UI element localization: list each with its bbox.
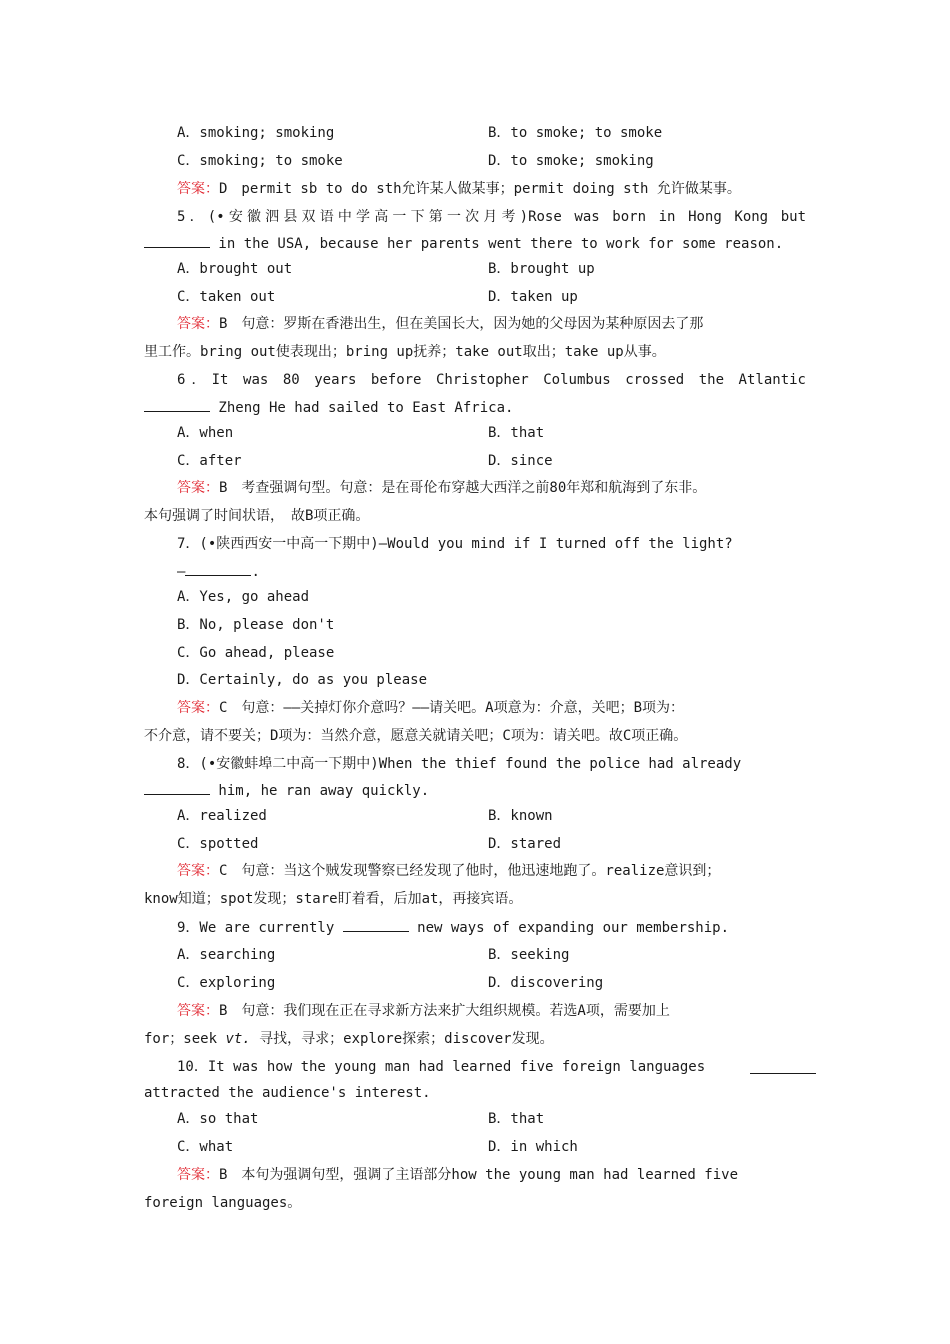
answer-label: 答案： — [177, 1003, 219, 1019]
answer-label: 答案： — [177, 316, 219, 332]
answer-label: 答案： — [177, 700, 219, 716]
question-stem: 8．(•安徽蚌埠二中高一下期中)When the thief found the police had already — [177, 756, 742, 772]
option-b: B．that — [488, 1111, 545, 1127]
stem-text: Zheng He had sailed to East Africa. — [210, 400, 514, 416]
answer-cont: know知道；spot发现；stare盯着看，后加at，再接宾语。 — [144, 891, 523, 907]
answer-cont: 不介意，请不要关；D项为：当然介意，愿意关就请关吧；C项为：请关吧。故C项正确。 — [144, 728, 688, 744]
answer-text: C 句意：当这个贼发现警察已经发现了他时，他迅速地跑了。realize意识到； — [219, 863, 721, 879]
question-stem-cont — [144, 780, 816, 801]
option-d: D．stared — [488, 836, 562, 852]
answer-line — [177, 478, 849, 498]
answer-line — [177, 314, 849, 334]
question-stem-cont — [144, 233, 816, 254]
option-d: D．taken up — [488, 289, 578, 305]
answer-cont — [144, 1029, 816, 1049]
option-a: A．searching — [177, 947, 276, 963]
option-a: A．realized — [177, 808, 267, 824]
option-b: B．No, please don't — [177, 617, 335, 633]
stem-text: 9．We are currently — [177, 920, 343, 936]
answer-text: B 句意：罗斯在香港出生，但在美国长大，因为她的父母因为某种原因去了那 — [219, 316, 704, 332]
stem-text: new ways of expanding our membership. — [408, 920, 730, 936]
stem-text: in the USA, because her parents went there to work for some reason. — [210, 236, 784, 252]
question-stem-cont — [177, 561, 849, 582]
question-stem: 5．(•安徽泗县双语中学高一下第一次月考)Rose was born in Hong Kong but — [177, 209, 806, 225]
answer-line — [177, 1001, 849, 1021]
answer-text: C 句意：——关掉灯你介意吗？——请关吧。A项意为：介意，关吧；B项为： — [219, 700, 684, 716]
answer-text: B 考查强调句型。句意：是在哥伦布穿越大西洋之前80年郑和航海到了东非。 — [219, 480, 707, 496]
stem-text: him, he ran away quickly. — [210, 783, 430, 799]
answer-text: 寻找，寻求；explore探索；discover发现。 — [250, 1031, 554, 1047]
answer-blank — [750, 1059, 816, 1074]
answer-cont: 本句强调了时间状语， 故B项正确。 — [144, 508, 370, 524]
answer-blank — [185, 561, 251, 576]
answer-cont: foreign languages。 — [144, 1195, 302, 1211]
option-d: D．discovering — [488, 975, 604, 991]
answer-line — [177, 1165, 849, 1185]
dash: — — [177, 564, 186, 580]
question-stem: 6．It was 80 years before Christopher Columbus crossed the Atlantic — [177, 372, 806, 388]
option-a: A．when — [177, 425, 234, 441]
answer-line — [177, 861, 849, 881]
part-of-speech: vt. — [225, 1031, 251, 1047]
period: . — [251, 564, 260, 580]
option-b: B．to smoke; to smoke — [488, 125, 663, 141]
answer-label: 答案： — [177, 863, 219, 879]
answer-text: D permit sb to do sth允许某人做某事；permit doing sth 允许做某事。 — [219, 181, 741, 197]
option-d: D．since — [488, 453, 553, 469]
answer-text: for；seek — [144, 1031, 226, 1047]
answer-blank — [144, 397, 210, 412]
option-d: D．Certainly, do as you please — [177, 672, 428, 688]
option-c: C．after — [177, 453, 242, 469]
question-stem-cont: attracted the audience's interest. — [144, 1085, 431, 1101]
stem-text: 10．It was how the young man had learned five foreign languages — [177, 1059, 706, 1075]
option-b: B．seeking — [488, 947, 570, 963]
option-d: D．in which — [488, 1139, 578, 1155]
option-c: C．what — [177, 1139, 234, 1155]
option-b: B．brought up — [488, 261, 595, 277]
option-c: C．smoking; to smoke — [177, 153, 343, 169]
answer-text: B 本句为强调句型，强调了主语部分how the young man had learned five — [219, 1167, 739, 1183]
answer-text: B 句意：我们现在正在寻求新方法来扩大组织规模。若选A项，需要加上 — [219, 1003, 670, 1019]
answer-blank — [144, 233, 210, 248]
answer-blank — [144, 780, 210, 795]
question-stem-cont — [144, 397, 816, 418]
answer-label: 答案： — [177, 181, 219, 197]
option-b: B．known — [488, 808, 553, 824]
question-stem — [177, 917, 849, 938]
option-c: C．Go ahead, please — [177, 645, 335, 661]
answer-label: 答案： — [177, 480, 219, 496]
question-stem — [177, 1057, 816, 1077]
option-d: D．to smoke; smoking — [488, 153, 654, 169]
option-c: C．spotted — [177, 836, 259, 852]
answer-cont: 里工作。bring out使表现出；bring up抚养；take out取出；take up从事。 — [144, 344, 666, 360]
answer-label: 答案： — [177, 1167, 219, 1183]
question-stem: 7．(•陕西西安一中高一下期中)—Would you mind if I turned off the light? — [177, 536, 733, 552]
option-c: C．exploring — [177, 975, 276, 991]
option-b: B．that — [488, 425, 545, 441]
option-a: A．so that — [177, 1111, 259, 1127]
option-a: A．Yes, go ahead — [177, 589, 310, 605]
option-c: C．taken out — [177, 289, 276, 305]
answer-blank — [343, 917, 409, 932]
answer-line — [177, 179, 849, 199]
option-a: A．smoking; smoking — [177, 125, 335, 141]
answer-line — [177, 698, 849, 718]
option-a: A．brought out — [177, 261, 293, 277]
